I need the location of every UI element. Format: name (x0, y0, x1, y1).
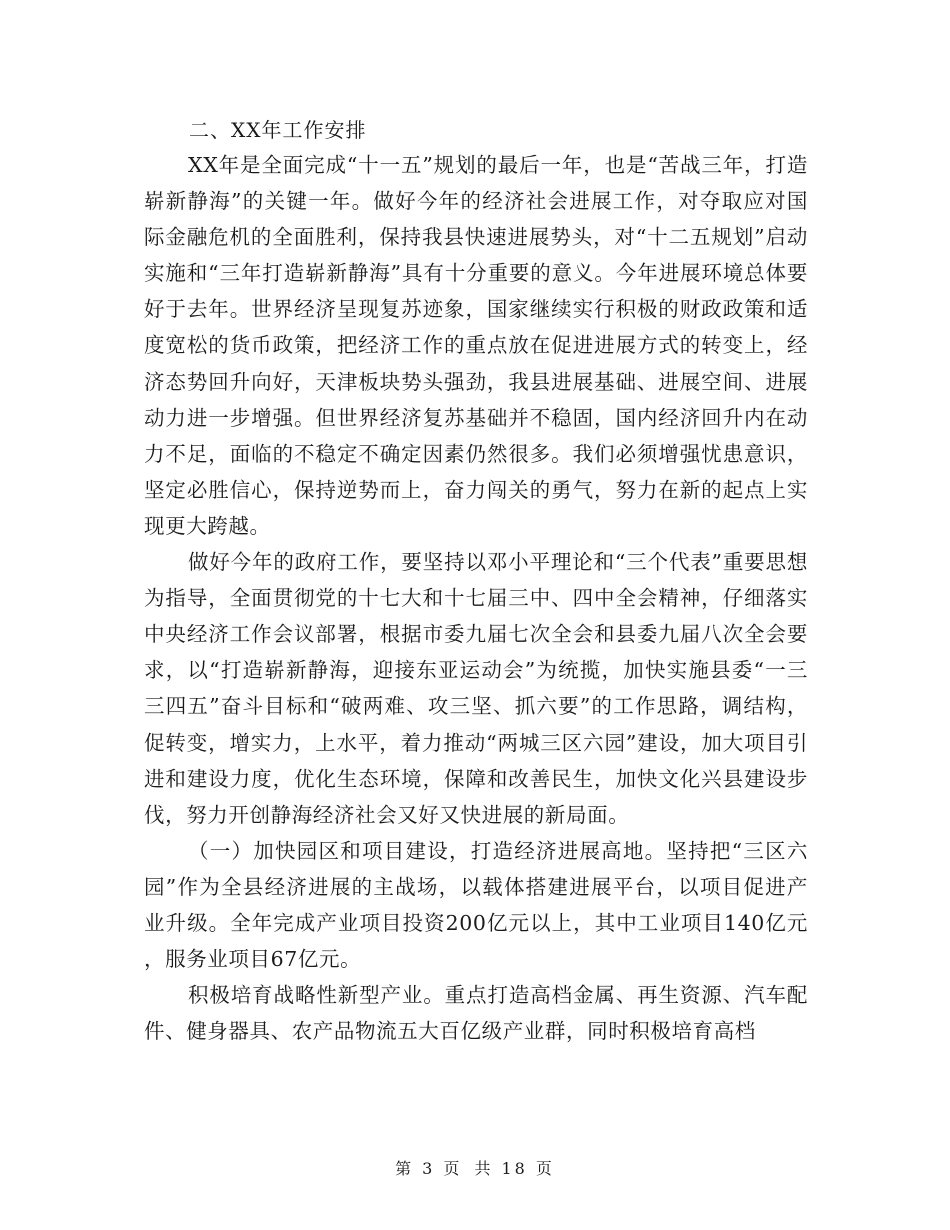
section-heading: 二、XX年工作安排 (189, 118, 367, 142)
document-body (144, 113, 808, 1049)
paragraph-3: （一）加快园区和项目建设，打造经济进展高地。坚持把“三区六园”作为全县经济进展的主战场，以载体搭建进展平台，以项目促进产业升级。全年完成产业项目投资200亿元以上，其中工业项目140亿元，服务业项目67亿元。 (144, 838, 808, 972)
page-footer (0, 1156, 950, 1179)
paragraph-1: XX年是全面完成“十一五”规划的最后一年，也是“苦战三年，打造崭新静海”的关键一年。做好今年的经济社会进展工作，对夺取应对国际金融危机的全面胜利，保持我县快速进展势头，对“十二五规划”启动实施和“三年打造崭新静海”具有十分重要的意义。今年进展环境总体要好于去年。世界经济呈现复苏迹象，国家继续实行积极的财政政策和适度宽松的货币政策，把经济工作的重点放在促进进展方式的转变上，经济态势回升向好，天津板块势头强劲，我县进展基础、进展空间、进展动力进一步增强。但世界经济复苏基础并不稳固，国内经济回升内在动力不足，面临的不稳定不确定因素仍然很多。我们必须增强忧患意识，坚定必胜信心，保持逆势而上，奋力闯关的勇气，努力在新的起点上实现更大跨越。 (144, 153, 808, 538)
footer-total-pages: 18 (501, 1159, 528, 1178)
paragraph-4: 积极培育战略性新型产业。重点打造高档金属、再生资源、汽车配件、健身器具、农产品物流五大百亿级产业群，同时积极培育高档 (144, 983, 808, 1044)
footer-label-page: 第 (395, 1159, 415, 1178)
footer-page-number: 3 (422, 1159, 436, 1178)
footer-label-of: 页 共 (443, 1159, 494, 1178)
footer-label-end: 页 (535, 1159, 555, 1178)
paragraph-2: 做好今年的政府工作，要坚持以邓小平理论和“三个代表”重要思想为指导，全面贯彻党的十七大和十七届三中、四中全会精神，仔细落实中央经济工作会议部署，根据市委九届七次全会和县委九届八次全会要求，以“打造崭新静海，迎接东亚运动会”为统揽，加快实施县委“一三三四五”奋斗目标和“破两难、攻三坚、抓六要”的工作思路，调结构，促转变，增实力，上水平，着力推动“两城三区六园”建设，加大项目引进和建设力度，优化生态环境，保障和改善民生，加快文化兴县建设步伐，努力开创静海经济社会又好又快进展的新局面。 (144, 550, 808, 827)
